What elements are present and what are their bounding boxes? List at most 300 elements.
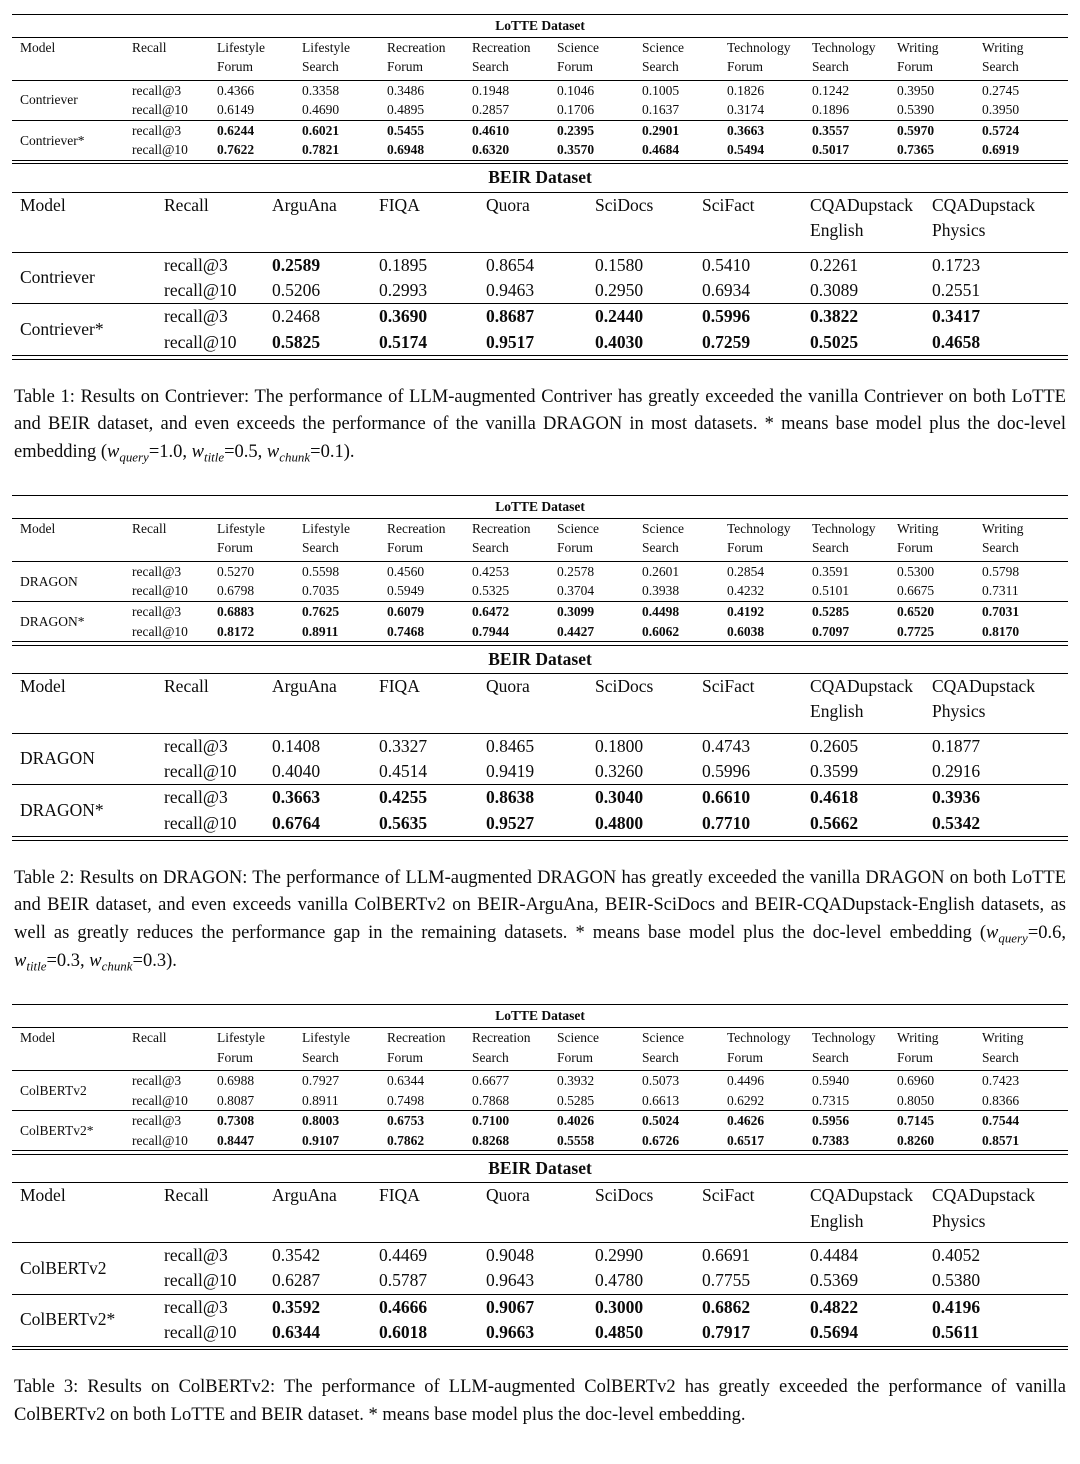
metric-value: 0.2589 (272, 252, 379, 278)
table-1-caption: Table 1: Results on Contriever: The performance of LLM-augmented Contriver has greatly exceeded the vanilla Contriever on both LoTTE and BEIR dataset, and even exceeds the performance of the vanilla DRAGON in most datasets. * means base model plus the doc-level embedding ($w_{query}=1.0$, $w_{title}=0.5$, $w_{chunk}=0.1$). (14, 386, 1066, 465)
dataset-title: LoTTE Dataset (12, 15, 1068, 38)
metric-value: 0.8571 (982, 1132, 1020, 1148)
metric-value: 0.7468 (387, 623, 425, 639)
metric-value: 0.4253 (472, 561, 557, 581)
metric-value: 0.6517 (727, 1132, 765, 1148)
model-name: DRAGON (12, 733, 164, 785)
metric-value: 0.4366 (217, 80, 302, 100)
model-name: ColBERTv2 (12, 1071, 132, 1111)
metric-value: 0.4666 (379, 1294, 486, 1320)
metric-value: 0.4684 (642, 142, 680, 158)
metric-value: 0.5101 (812, 583, 850, 599)
metric-value: 0.7259 (702, 331, 751, 352)
column-header: SciDocs (595, 192, 702, 252)
metric-value: 0.9643 (486, 1270, 535, 1291)
column-header: Technology Forum (727, 1028, 812, 1071)
metric-value: 0.6934 (702, 279, 751, 300)
model-name: DRAGON (12, 561, 132, 601)
recall-label: recall@10 (132, 583, 188, 599)
metric-value: 0.4658 (932, 331, 981, 352)
recall-label: recall@10 (164, 1270, 237, 1291)
dataset-title: BEIR Dataset (12, 646, 1068, 674)
metric-value: 0.2601 (642, 561, 727, 581)
model-name: Contriever (12, 252, 164, 304)
column-header: Science Forum (557, 518, 642, 561)
column-header: Science Search (642, 1028, 727, 1071)
metric-value: 0.7944 (472, 623, 510, 639)
metric-value: 0.1005 (642, 80, 727, 100)
recall-label: recall@3 (132, 80, 217, 100)
metric-value: 0.7311 (982, 583, 1019, 599)
metric-value: 0.6344 (387, 1071, 472, 1091)
recall-label: recall@3 (164, 252, 272, 278)
metric-value: 0.2551 (932, 279, 981, 300)
metric-value: 0.5787 (379, 1270, 428, 1291)
metric-value: 0.1723 (932, 252, 1068, 278)
column-header: CQADupstack English (810, 192, 932, 252)
metric-value: 0.4232 (727, 583, 765, 599)
metric-value: 0.3358 (302, 80, 387, 100)
metric-value: 0.8087 (217, 1092, 255, 1108)
metric-value: 0.7315 (812, 1092, 850, 1108)
column-header: Recall (132, 37, 217, 80)
metric-value: 0.3542 (272, 1243, 379, 1269)
metric-value: 0.2857 (472, 102, 510, 118)
metric-value: 0.3486 (387, 80, 472, 100)
metric-value: 0.9048 (486, 1243, 595, 1269)
table-row (12, 100, 1068, 120)
metric-value: 0.4026 (557, 1111, 642, 1131)
metric-value: 0.5024 (642, 1111, 727, 1131)
column-header: ArguAna (272, 1183, 379, 1243)
table-row (12, 304, 1068, 330)
metric-value: 0.2745 (982, 80, 1068, 100)
recall-label: recall@10 (164, 1322, 237, 1343)
metric-value: 0.6062 (642, 623, 680, 639)
column-header: SciFact (702, 192, 810, 252)
metric-value: 0.8911 (302, 623, 339, 639)
metric-value: 0.6292 (727, 1092, 765, 1108)
column-header: Lifestyle Forum (217, 518, 302, 561)
metric-value: 0.7622 (217, 142, 255, 158)
metric-value: 0.5949 (387, 583, 425, 599)
column-header: Technology Search (812, 518, 897, 561)
metric-value: 0.7145 (897, 1111, 982, 1131)
metric-value: 0.7821 (302, 142, 340, 158)
metric-value: 0.7725 (897, 623, 935, 639)
table-row (12, 252, 1068, 278)
metric-value: 0.8260 (897, 1132, 935, 1148)
table-1-container (12, 14, 1068, 360)
metric-value: 0.4030 (595, 331, 644, 352)
metric-value: 0.5798 (982, 561, 1068, 581)
metric-value: 0.2990 (595, 1243, 702, 1269)
metric-value: 0.5694 (810, 1322, 859, 1343)
metric-value: 0.6344 (272, 1322, 321, 1343)
metric-value: 0.4822 (810, 1294, 932, 1320)
table-row (12, 561, 1068, 581)
metric-value: 0.5325 (472, 583, 510, 599)
table-3-caption: Table 3: Results on ColBERTv2: The performance of LLM-augmented ColBERTv2 has greatly exceeded the performance of vanilla ColBERTv2 on both LoTTE and BEIR dataset. * means base model plus the doc-level embedding. (14, 1377, 1066, 1425)
metric-value: 0.4469 (379, 1243, 486, 1269)
table-2-section (12, 495, 1068, 976)
table-row (12, 1131, 1068, 1151)
metric-value: 0.4780 (595, 1270, 644, 1291)
metric-value: 0.2993 (379, 279, 428, 300)
metric-value: 0.6613 (642, 1092, 680, 1108)
column-header: Science Forum (557, 37, 642, 80)
metric-value: 0.1637 (642, 102, 680, 118)
metric-value: 0.6948 (387, 142, 425, 158)
metric-value: 0.2261 (810, 252, 932, 278)
column-header: CQADupstack English (810, 1183, 932, 1243)
metric-value: 0.9517 (486, 331, 535, 352)
metric-value: 0.8911 (302, 1092, 339, 1108)
recall-label: recall@3 (132, 1111, 217, 1131)
recall-label: recall@10 (132, 623, 188, 639)
recall-label: recall@10 (164, 812, 237, 833)
metric-value: 0.1242 (812, 80, 897, 100)
recall-label: recall@10 (132, 1092, 188, 1108)
recall-label: recall@10 (132, 102, 188, 118)
metric-value: 0.7035 (302, 583, 340, 599)
column-header: FIQA (379, 673, 486, 733)
metric-value: 0.3938 (642, 583, 680, 599)
recall-label: recall@3 (164, 785, 272, 811)
column-header: CQADupstack English (810, 673, 932, 733)
metric-value: 0.6610 (702, 785, 810, 811)
table-1-lotte-table (12, 14, 1068, 160)
metric-value: 0.7862 (387, 1132, 425, 1148)
metric-value: 0.6883 (217, 601, 302, 621)
model-name: DRAGON* (12, 785, 164, 836)
metric-value: 0.7383 (812, 1132, 850, 1148)
metric-value: 0.8366 (982, 1092, 1020, 1108)
column-header: FIQA (379, 192, 486, 252)
metric-value: 0.3592 (272, 1294, 379, 1320)
model-name: Contriever* (12, 304, 164, 355)
metric-value: 0.6753 (387, 1111, 472, 1131)
metric-value: 0.2854 (727, 561, 812, 581)
metric-value: 0.4895 (387, 102, 425, 118)
column-header: SciFact (702, 673, 810, 733)
table-row (12, 759, 1068, 785)
metric-value: 0.6287 (272, 1270, 321, 1291)
metric-value: 0.9419 (486, 761, 535, 782)
metric-value: 0.4496 (727, 1071, 812, 1091)
metric-value: 0.4040 (272, 761, 321, 782)
metric-value: 0.8268 (472, 1132, 510, 1148)
metric-value: 0.4800 (595, 812, 644, 833)
metric-value: 0.6798 (217, 583, 255, 599)
column-header: SciDocs (595, 673, 702, 733)
metric-value: 0.3663 (272, 785, 379, 811)
metric-value: 0.5494 (727, 142, 765, 158)
model-name: DRAGON* (12, 601, 132, 641)
metric-value: 0.5380 (932, 1270, 981, 1291)
recall-label: recall@10 (132, 142, 188, 158)
metric-value: 0.6675 (897, 583, 935, 599)
column-header: ArguAna (272, 673, 379, 733)
table-row (12, 1243, 1068, 1269)
metric-value: 0.3000 (595, 1294, 702, 1320)
metric-value: 0.3040 (595, 785, 702, 811)
metric-value: 0.9107 (302, 1132, 340, 1148)
metric-value: 0.3950 (897, 80, 982, 100)
metric-value: 0.4484 (810, 1243, 932, 1269)
metric-value: 0.3099 (557, 601, 642, 621)
metric-value: 0.5073 (642, 1071, 727, 1091)
metric-value: 0.6021 (302, 120, 387, 140)
column-header: Lifestyle Forum (217, 37, 302, 80)
metric-value: 0.5598 (302, 561, 387, 581)
metric-value: 0.5270 (217, 561, 302, 581)
metric-value: 0.3591 (812, 561, 897, 581)
table-2-beir-table (12, 646, 1068, 837)
metric-value: 0.6919 (982, 142, 1020, 158)
section-divider-rule (12, 355, 1068, 360)
metric-value: 0.9463 (486, 279, 535, 300)
metric-value: 0.7927 (302, 1071, 387, 1091)
metric-value: 0.8003 (302, 1111, 387, 1131)
recall-label: recall@10 (164, 279, 237, 300)
column-header: Quora (486, 673, 595, 733)
column-header: Recall (164, 1183, 272, 1243)
column-header: Technology Forum (727, 518, 812, 561)
metric-value: 0.3260 (595, 761, 644, 782)
table-row (12, 1111, 1068, 1131)
column-header: Writing Forum (897, 1028, 982, 1071)
metric-value: 0.3704 (557, 583, 595, 599)
recall-label: recall@3 (132, 561, 217, 581)
table-row (12, 733, 1068, 759)
model-name: ColBERTv2* (12, 1294, 164, 1345)
column-header: Writing Forum (897, 37, 982, 80)
table-3-lotte-table (12, 1004, 1068, 1150)
metric-value: 0.6520 (897, 601, 982, 621)
metric-value: 0.4052 (932, 1243, 1068, 1269)
metric-value: 0.4560 (387, 561, 472, 581)
metric-value: 0.1895 (379, 252, 486, 278)
metric-value: 0.5285 (557, 1092, 595, 1108)
section-divider-rule (12, 1346, 1068, 1351)
table-row (12, 80, 1068, 100)
column-header: Writing Forum (897, 518, 982, 561)
metric-value: 0.6726 (642, 1132, 680, 1148)
column-header: Recall (164, 192, 272, 252)
metric-value: 0.5996 (702, 761, 751, 782)
dataset-title: LoTTE Dataset (12, 1005, 1068, 1028)
metric-value: 0.4192 (727, 601, 812, 621)
metric-value: 0.8050 (897, 1092, 935, 1108)
metric-value: 0.7625 (302, 601, 387, 621)
metric-value: 0.5206 (272, 279, 321, 300)
metric-value: 0.8447 (217, 1132, 255, 1148)
metric-value: 0.2605 (810, 733, 932, 759)
column-header: Model (12, 1028, 132, 1071)
column-header: Science Forum (557, 1028, 642, 1071)
column-header: Lifestyle Forum (217, 1028, 302, 1071)
metric-value: 0.5342 (932, 812, 981, 833)
recall-label: recall@10 (164, 331, 237, 352)
column-header: Technology Search (812, 1028, 897, 1071)
table-row (12, 140, 1068, 160)
column-header: Lifestyle Search (302, 518, 387, 561)
recall-label: recall@3 (164, 1294, 272, 1320)
column-header: Lifestyle Search (302, 1028, 387, 1071)
column-header: SciFact (702, 1183, 810, 1243)
column-header: Model (12, 1183, 164, 1243)
metric-value: 0.8654 (486, 252, 595, 278)
column-header: CQADupstack Physics (932, 1183, 1068, 1243)
recall-label: recall@10 (164, 761, 237, 782)
metric-value: 0.3417 (932, 304, 1068, 330)
column-header: CQADupstack Physics (932, 673, 1068, 733)
metric-value: 0.8170 (982, 623, 1020, 639)
metric-value: 0.5724 (982, 120, 1068, 140)
metric-value: 0.6244 (217, 120, 302, 140)
metric-value: 0.6862 (702, 1294, 810, 1320)
metric-value: 0.4690 (302, 102, 340, 118)
metric-value: 0.9067 (486, 1294, 595, 1320)
table-row (12, 1071, 1068, 1091)
metric-value: 0.1948 (472, 80, 557, 100)
metric-value: 0.5390 (897, 102, 935, 118)
metric-value: 0.5825 (272, 331, 321, 352)
metric-value: 0.1408 (272, 733, 379, 759)
model-name: Contriever* (12, 120, 132, 160)
metric-value: 0.4498 (642, 601, 727, 621)
metric-value: 0.3663 (727, 120, 812, 140)
column-header: Model (12, 192, 164, 252)
metric-value: 0.4626 (727, 1111, 812, 1131)
metric-value: 0.7544 (982, 1111, 1068, 1131)
metric-value: 0.6149 (217, 102, 255, 118)
dataset-title: BEIR Dataset (12, 164, 1068, 192)
metric-value: 0.5300 (897, 561, 982, 581)
column-header: FIQA (379, 1183, 486, 1243)
column-header: ArguAna (272, 192, 379, 252)
model-name: ColBERTv2* (12, 1111, 132, 1151)
metric-value: 0.8687 (486, 304, 595, 330)
recall-label: recall@3 (132, 601, 217, 621)
metric-value: 0.1826 (727, 80, 812, 100)
recall-label: recall@3 (164, 1243, 272, 1269)
dataset-title: BEIR Dataset (12, 1155, 1068, 1183)
metric-value: 0.4255 (379, 785, 486, 811)
column-header: Recreation Search (472, 518, 557, 561)
metric-value: 0.3174 (727, 102, 765, 118)
recall-label: recall@3 (132, 120, 217, 140)
metric-value: 0.4610 (472, 120, 557, 140)
metric-value: 0.5410 (702, 252, 810, 278)
table-2-lotte-table (12, 495, 1068, 641)
metric-value: 0.5940 (812, 1071, 897, 1091)
metric-value: 0.1706 (557, 102, 595, 118)
table-row (12, 1091, 1068, 1111)
column-header: Lifestyle Search (302, 37, 387, 80)
table-2-caption: Table 2: Results on DRAGON: The performance of LLM-augmented DRAGON has greatly exceeded the vanilla DRAGON on both LoTTE and BEIR dataset, and even exceeds vanilla ColBERTv2 on BEIR-ArguAna, BEIR-SciDocs and BEIR-CQADupstack-English datasets, as well as greatly reduces the performance gap in the remaining datasets. * means base model plus the doc-level embedding ($w_{query}=0.6$, $w_{title}=0.3$, $w_{chunk}=0.3$). (14, 867, 1066, 975)
column-header: Recreation Search (472, 1028, 557, 1071)
metric-value: 0.4196 (932, 1294, 1068, 1320)
metric-value: 0.5455 (387, 120, 472, 140)
recall-label: recall@3 (132, 1071, 217, 1091)
metric-value: 0.6677 (472, 1071, 557, 1091)
metric-value: 0.8638 (486, 785, 595, 811)
metric-value: 0.3936 (932, 785, 1068, 811)
metric-value: 0.5558 (557, 1132, 595, 1148)
table-row (12, 278, 1068, 304)
metric-value: 0.3822 (810, 304, 932, 330)
table-row (12, 811, 1068, 836)
column-header: Recreation Forum (387, 1028, 472, 1071)
column-header: Writing Search (982, 37, 1068, 80)
metric-value: 0.4618 (810, 785, 932, 811)
model-name: Contriever (12, 80, 132, 120)
metric-value: 0.4850 (595, 1322, 644, 1343)
metric-value: 0.2916 (932, 761, 981, 782)
metric-value: 0.5285 (812, 601, 897, 621)
metric-value: 0.9663 (486, 1322, 535, 1343)
table-row (12, 785, 1068, 811)
column-header: Recall (132, 1028, 217, 1071)
metric-value: 0.5174 (379, 331, 428, 352)
metric-value: 0.6038 (727, 623, 765, 639)
metric-value: 0.5369 (810, 1270, 859, 1291)
column-header: Science Search (642, 518, 727, 561)
metric-value: 0.1046 (557, 80, 642, 100)
metric-value: 0.5017 (812, 142, 850, 158)
metric-value: 0.7710 (702, 812, 751, 833)
metric-value: 0.7308 (217, 1111, 302, 1131)
table-2-container (12, 495, 1068, 841)
recall-label: recall@3 (164, 304, 272, 330)
column-header: Recreation Search (472, 37, 557, 80)
metric-value: 0.6018 (379, 1322, 428, 1343)
model-name: ColBERTv2 (12, 1243, 164, 1295)
metric-value: 0.5611 (932, 1322, 980, 1343)
metric-value: 0.4427 (557, 623, 595, 639)
table-3-section (12, 1004, 1068, 1429)
metric-value: 0.3950 (982, 102, 1020, 118)
metric-value: 0.6988 (217, 1071, 302, 1091)
column-header: Technology Forum (727, 37, 812, 80)
column-header: Writing Search (982, 1028, 1068, 1071)
metric-value: 0.5662 (810, 812, 859, 833)
column-header: Recreation Forum (387, 518, 472, 561)
table-row (12, 330, 1068, 355)
metric-value: 0.8172 (217, 623, 255, 639)
metric-value: 0.6960 (897, 1071, 982, 1091)
column-header: Model (12, 518, 132, 561)
metric-value: 0.6320 (472, 142, 510, 158)
metric-value: 0.2901 (642, 120, 727, 140)
metric-value: 0.1800 (595, 733, 702, 759)
metric-value: 0.3570 (557, 142, 595, 158)
metric-value: 0.3327 (379, 733, 486, 759)
table-row (12, 622, 1068, 642)
column-header: CQADupstack Physics (932, 192, 1068, 252)
metric-value: 0.6764 (272, 812, 321, 833)
metric-value: 0.4514 (379, 761, 428, 782)
metric-value: 0.9527 (486, 812, 535, 833)
metric-value: 0.2395 (557, 120, 642, 140)
metric-value: 0.7868 (472, 1092, 510, 1108)
metric-value: 0.7755 (702, 1270, 751, 1291)
metric-value: 0.5956 (812, 1111, 897, 1131)
table-1-section (12, 14, 1068, 467)
metric-value: 0.2440 (595, 304, 702, 330)
